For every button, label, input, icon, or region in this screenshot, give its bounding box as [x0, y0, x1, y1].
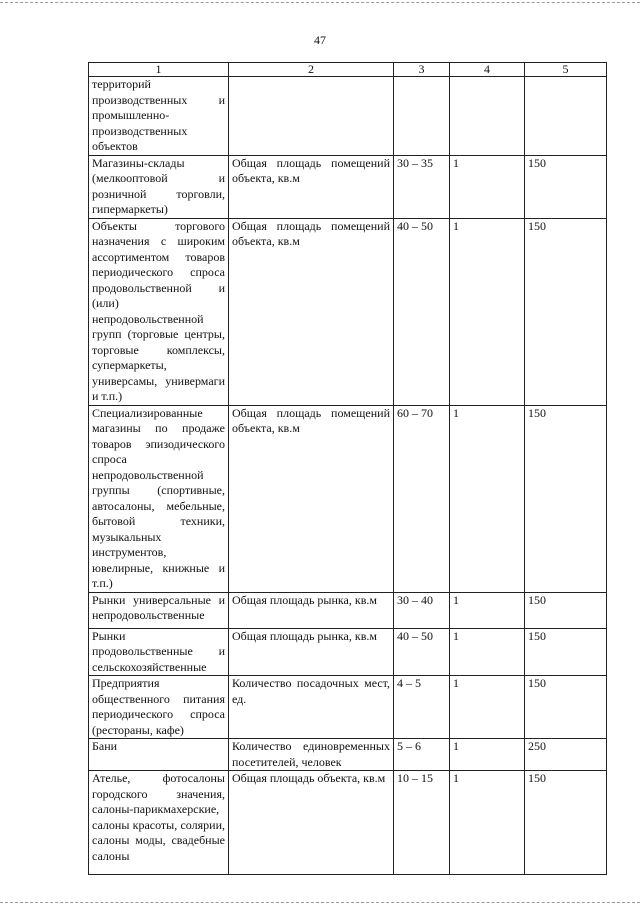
header-col-5: 5: [525, 63, 607, 77]
min-cell: 1: [450, 676, 525, 739]
indicator-cell: Общая площадь помещений объекта, кв.м: [229, 218, 394, 405]
indicator-cell: Общая площадь рынка, кв.м: [229, 628, 394, 676]
table-row: [89, 628, 607, 676]
table-row: [89, 592, 607, 628]
table-row: [89, 405, 607, 592]
range-cell: 60 – 70: [394, 405, 450, 592]
min-cell: 1: [450, 592, 525, 628]
header-col-2: 2: [229, 63, 394, 77]
table-row: [89, 155, 607, 218]
max-cell: 250: [525, 739, 607, 771]
max-cell: 150: [525, 155, 607, 218]
top-dashed-border: [0, 2, 640, 3]
min-cell: 1: [450, 739, 525, 771]
indicator-cell: Общая площадь рынка, кв.м: [229, 592, 394, 628]
max-cell: 150: [525, 676, 607, 739]
range-cell: 40 – 50: [394, 218, 450, 405]
object-type-cell: Магазины-склады (мелкооптовой и розничной торговли, гипермаркеты): [89, 155, 229, 218]
indicator-cell: Количество единовременных посетителей, человек: [229, 739, 394, 771]
object-type-cell: Бани: [89, 739, 229, 771]
indicator-cell: Общая площадь объекта, кв.м: [229, 771, 394, 875]
object-type-cell: Рынки универсальные и непродовольственные: [89, 592, 229, 628]
indicator-cell: [229, 77, 394, 156]
table-row: [89, 676, 607, 739]
max-cell: 150: [525, 592, 607, 628]
min-cell: 1: [450, 628, 525, 676]
range-cell: [394, 77, 450, 156]
indicator-cell: Общая площадь помещений объекта, кв.м: [229, 405, 394, 592]
page-number: 47: [314, 33, 326, 47]
object-type-cell: Ателье, фотосалоны городского значения, салоны-парикмахерские, салоны красоты, солярии, салоны моды, свадебные салоны: [89, 771, 229, 875]
header-col-3: 3: [394, 63, 450, 77]
min-cell: 1: [450, 771, 525, 875]
object-type-cell: Предприятия общественного питания периодического спроса (рестораны, кафе): [89, 676, 229, 739]
indicator-cell: Общая площадь помещений объекта, кв.м: [229, 155, 394, 218]
table-row: [89, 218, 607, 405]
max-cell: 150: [525, 628, 607, 676]
max-cell: 150: [525, 405, 607, 592]
object-type-cell: Объекты торгового назначения с широким ассортиментом товаров периодического спроса продовольственной и (или) непродовольственной групп (торговые центры, торговые комплексы, супермаркеты, универсамы, универмаги и т.п.): [89, 218, 229, 405]
max-cell: 150: [525, 218, 607, 405]
header-col-1: 1: [89, 63, 229, 77]
range-cell: 5 – 6: [394, 739, 450, 771]
object-type-cell: территорий производственных и промышленно-производственных объектов: [89, 77, 229, 156]
bottom-dashed-border: [0, 902, 640, 903]
min-cell: 1: [450, 155, 525, 218]
range-cell: 4 – 5: [394, 676, 450, 739]
range-cell: 30 – 35: [394, 155, 450, 218]
object-type-cell: Рынки продовольственные и сельскохозяйственные: [89, 628, 229, 676]
header-row: [89, 63, 607, 77]
min-cell: [450, 77, 525, 156]
table-row: [89, 739, 607, 771]
max-cell: [525, 77, 607, 156]
range-cell: 10 – 15: [394, 771, 450, 875]
table-row: [89, 77, 607, 156]
range-cell: 30 – 40: [394, 592, 450, 628]
object-type-cell: Специализированные магазины по продаже товаров эпизодического спроса непродовольственной группы (спортивные, автосалоны, мебельные, бытовой техники, музыкальных инструментов, ювелирные, книжные и т.п.): [89, 405, 229, 592]
min-cell: 1: [450, 218, 525, 405]
header-col-4: 4: [450, 63, 525, 77]
norms-table: [88, 62, 607, 875]
indicator-cell: Количество посадочных мест, ед.: [229, 676, 394, 739]
min-cell: 1: [450, 405, 525, 592]
range-cell: 40 – 50: [394, 628, 450, 676]
table-row: [89, 771, 607, 875]
max-cell: 150: [525, 771, 607, 875]
